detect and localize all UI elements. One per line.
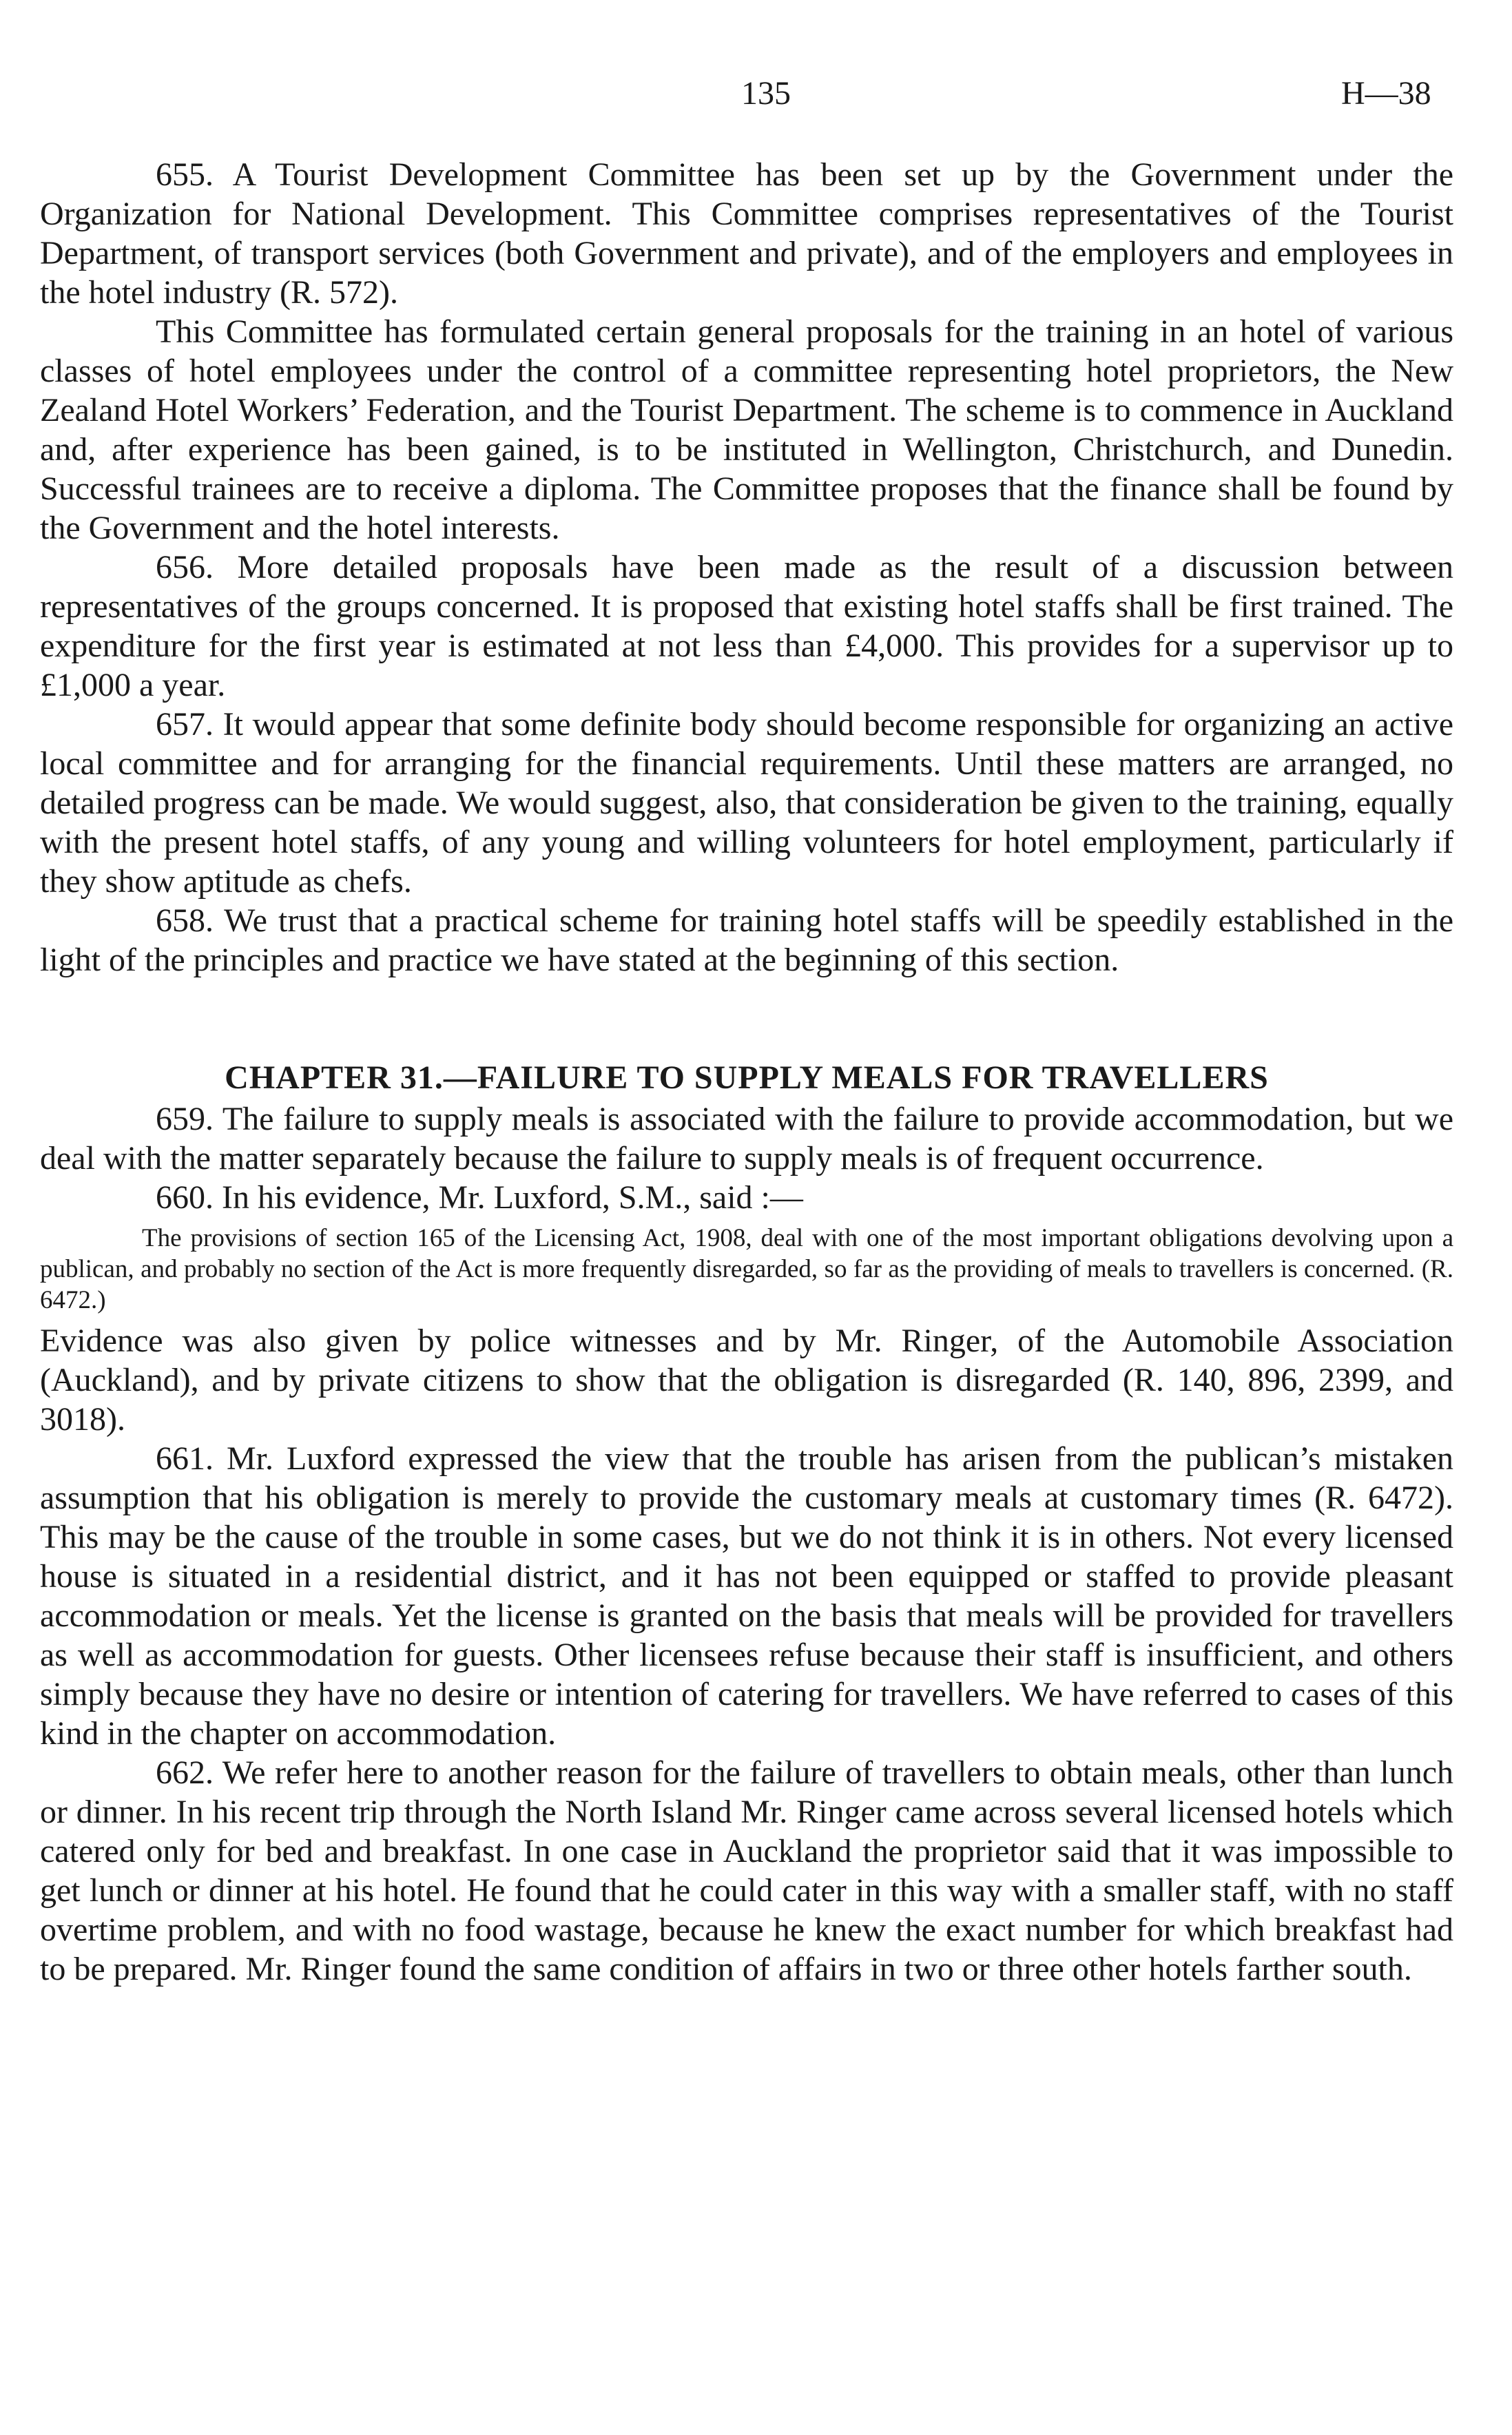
section-spacer (40, 980, 1453, 1058)
paragraph-committee-proposals: This Committee has formulated certain general proposals for the training in an hotel of various classes of hotel employees under the control of a committee representing hotel proprietors, the New Zealand Hotel Workers’ Federation, and the Tourist Department. The scheme is to commence in Auckland and, after experience has been gained, is to be instituted in Wellington, Christchurch, and Dunedin. Successful trainees are to receive a diploma. The Committee proposes that the finance shall be found by the Government and the hotel interests. (40, 313, 1453, 546)
paragraph-655: 655. A Tourist Development Committee has been set up by the Government under the Organization for National Development. This Committee comprises representatives of the Tourist Department, of transport services (both Government and private), and of the employers and employees in the hotel industry (R. 572). (40, 156, 1453, 311)
paragraph-658: 658. We trust that a practical scheme for training hotel staffs will be speedily established in the light of the principles and practice we have stated at the beginning of this section. (40, 902, 1453, 978)
page-header (0, 74, 1512, 123)
paragraph-661: 661. Mr. Luxford expressed the view that the trouble has arisen from the publican’s mistaken assumption that his obligation is merely to provide the customary meals at customary times (R. 6472). This may be the cause of the trouble in some cases, but we do not think it is in others. Not every licensed house is situated in a residential district, and it has not been equipped or staffed to provide pleasant accommodation or meals. Yet the license is granted on the basis that meals will be provided for travellers as well as accommodation for guests. Other licensees refuse because their staff is insufficient, and others simply because they have no desire or intention of catering for travellers. We have referred to cases of this kind in the chapter on accommodation. (40, 1440, 1453, 1752)
page-number: 135 (741, 75, 791, 112)
paragraph-662: 662. We refer here to another reason for the failure of travellers to obtain meals, other than lunch or dinner. In his recent trip through the North Island Mr. Ringer came across several licensed hotels which catered only for bed and breakfast. In one case in Auckland the proprietor said that it was impossible to get lunch or dinner at his hotel. He found that he could cater in this way with a smaller staff, with no staff overtime problem, and with no food wastage, because he knew the exact number for which breakfast had to be prepared. Mr. Ringer found the same condition of affairs in two or three other hotels farther south. (40, 1754, 1453, 1987)
block-quote: The provisions of section 165 of the Licensing Act, 1908, deal with one of the most important obligations devolving upon a publican, and probably no section of the Act is more frequently disregarded, so far as the providing of meals to travellers is concerned. (R. 6472.) (40, 1224, 1453, 1314)
paragraph-659: 659. The failure to supply meals is associated with the failure to provide accommodation, but we deal with the matter separately because the failure to supply meals is of frequent occurrence. (40, 1101, 1453, 1177)
paragraph-660: 660. In his evidence, Mr. Luxford, S.M., said :— (156, 1179, 803, 1216)
document-reference: H—38 (1341, 75, 1431, 112)
body-text (40, 155, 1453, 1989)
paragraph-656: 656. More detailed proposals have been made as the result of a discussion between representatives of the groups concerned. It is proposed that existing hotel staffs shall be first trained. The expenditure for the first year is estimated at not less than £4,000. This provides for a supervisor up to £1,000 a year. (40, 549, 1453, 703)
paragraph-evidence: Evidence was also given by police witnesses and by Mr. Ringer, of the Automobile Association (Auckland), and by private citizens to show that the obligation is disregarded (R. 140, 896, 2399, and 3018). (40, 1323, 1453, 1438)
chapter-title: CHAPTER 31.—FAILURE TO SUPPLY MEALS FOR TRAVELLERS (225, 1059, 1269, 1096)
paragraph-657: 657. It would appear that some definite body should become responsible for organizing an active local committee and for arranging for the financial requirements. Until these matters are arranged, no detailed progress can be made. We would suggest, also, that consideration be given to the training, equally with the present hotel staffs, of any young and willing volunteers for hotel employment, particularly if they show aptitude as chefs. (40, 706, 1453, 900)
